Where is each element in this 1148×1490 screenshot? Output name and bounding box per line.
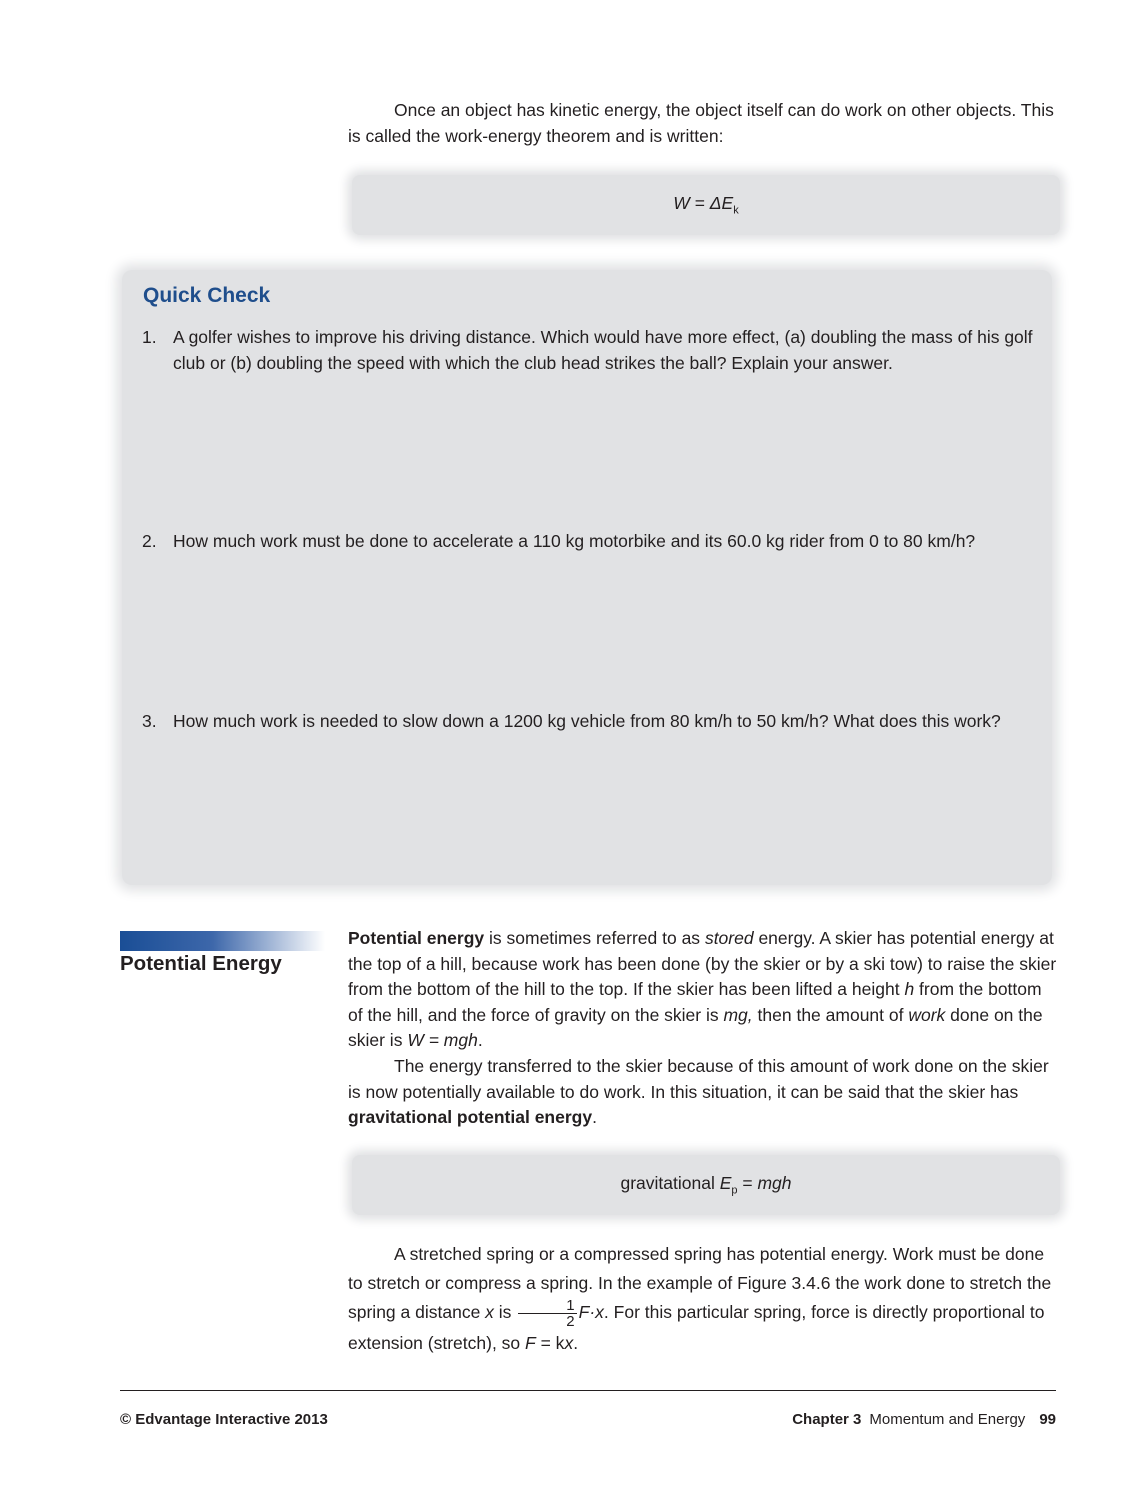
quick-check-title: Quick Check [143, 284, 271, 307]
question-3: 3. How much work is needed to slow down a 1200 kg vehicle from 80 km/h to 50 km/h? What does this work? [142, 711, 1001, 731]
work-energy-equation-box [352, 175, 1060, 235]
one-half-fraction: $\frac{1}{2}$ [518, 1298, 576, 1329]
question-2: 2. How much work must be done to accelerate a 110 kg motorbike and its 60.0 kg rider from 0 to 80 km/h? [142, 531, 976, 551]
quick-check-box [122, 270, 1052, 885]
footer-copyright: © Edvantage Interactive 2013 [120, 1411, 328, 1428]
potential-energy-paragraph: Potential energy is sometimes referred to as stored energy. A skier has potential energy at the top of a hill, because work has been done (by the skier or by a ski tow) to raise the skier from the bottom of the hill to the top. If the skier has been lifted a height h from the bottom of the hill, and the force of gravity on the skier is mg, then the amount of work done on the skier is W = mgh. [348, 928, 1057, 1051]
page-number: 99 [1039, 1411, 1056, 1428]
gravitational-pe-paragraph: The energy transferred to the skier because of this amount of work done on the skier is now potentially available to do work. In this situation, it can be said that the skier has gravitational potential energy. [348, 1056, 1049, 1128]
section-heading-bar [120, 931, 325, 951]
section-title: Potential Energy [120, 952, 282, 975]
footer-section: Momentum and Energy [869, 1411, 1026, 1428]
work-energy-equation: $W = \Delta E_k$ [673, 193, 739, 217]
gravitational-pe-equation: gravitational $E_p$ = mgh [620, 1173, 792, 1197]
question-1: 1. A golfer wishes to improve his driving distance. Which would have more effect, (a) doubling the mass of his golf club or (b) doubling the speed with which the club head strikes the ball? Explain your answer. [142, 327, 1033, 373]
spring-paragraph: A stretched spring or a compressed spring has potential energy. Work must be done to stretch or compress a spring. In the example of Figure 3.4.6 the work done to stretch the spring a distance x is $\frac{1}{2}$ F·x. For this particular spring, force is directly proportional to extension (stretch), so F = kx. [348, 1244, 1052, 1353]
intro-paragraph: Once an object has kinetic energy, the object itself can do work on other objects. This is called the work-energy theorem and is written: [348, 100, 1054, 146]
gravitational-pe-equation-box [352, 1155, 1060, 1215]
footer-chapter: Chapter 3 [792, 1411, 862, 1428]
footer-rule [120, 1390, 1056, 1391]
footer-chapter-info [792, 1411, 1056, 1428]
